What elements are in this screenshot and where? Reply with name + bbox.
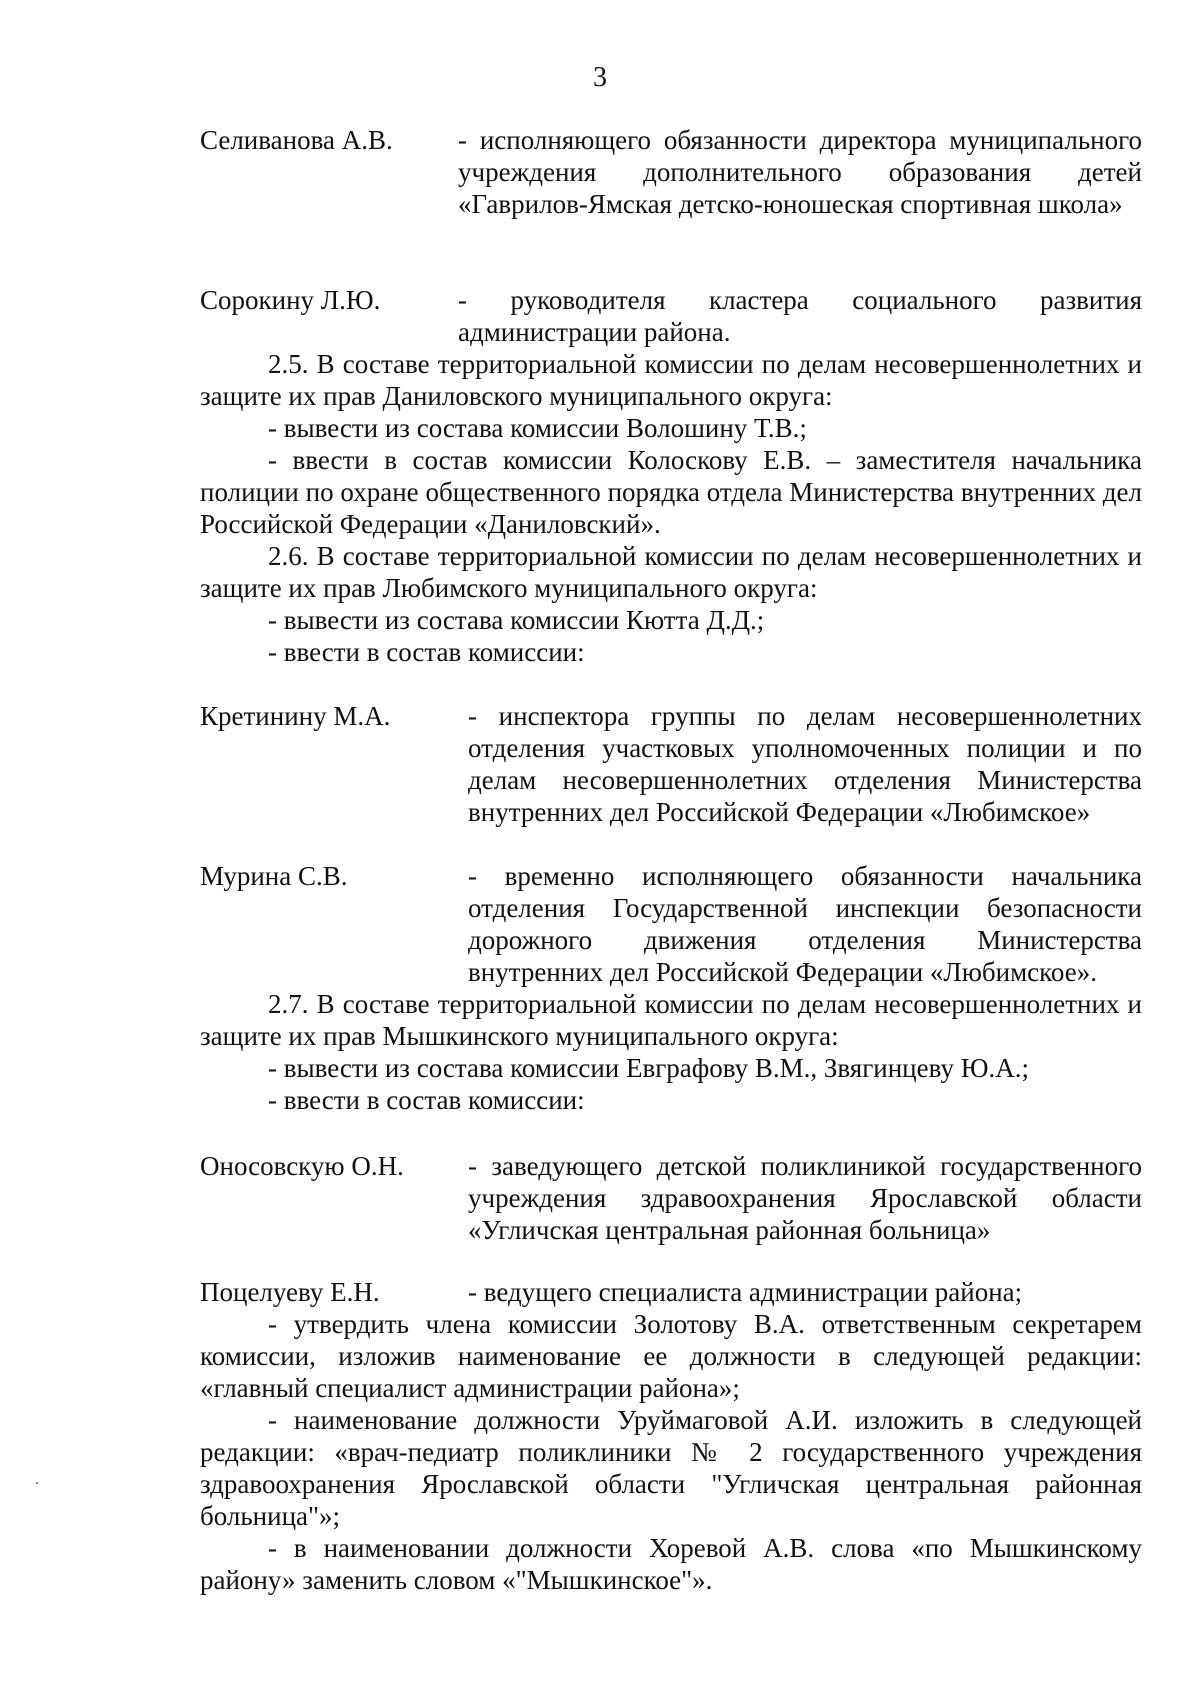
member-position: - инспектора группы по делам несовершеннолетних отделения участковых уполномоченных полиции и по делам несовершеннолетних отделения Министерства внутренних дел Российской Федерации «Любимское»: [468, 701, 1142, 827]
section-2-5-remove: - вывести из состава комиссии Волошину Т.В.;: [268, 413, 807, 443]
member-name: Оносовскую О.Н.: [200, 1151, 404, 1181]
section-2-7-add: - ввести в состав комиссии:: [268, 1085, 585, 1115]
closing-uruimagova: - наименование должности Уруймаговой А.И. изложить в следующей редакции: «врач-педиатр поликлиники № 2 государственного учреждения здравоохранения Ярославской области "Угличская центральная районная больница"»;: [200, 1405, 1142, 1531]
section-2-6-heading: 2.6. В составе территориальной комиссии по делам несовершеннолетних и защите их прав Любимского муниципального округа:: [200, 541, 1142, 603]
member-position: - заведующего детской поликлиникой государственного учреждения здравоохранения Ярославской области «Угличская центральная районная больница»: [468, 1151, 1142, 1245]
member-name: Кретинину М.А.: [200, 701, 391, 731]
section-2-7-remove: - вывести из состава комиссии Евграфову В.М., Звягинцеву Ю.А.;: [268, 1053, 1029, 1083]
member-name: Сорокину Л.Ю.: [200, 285, 381, 315]
section-2-6-add: - ввести в состав комиссии:: [268, 637, 585, 667]
member-position: - исполняющего обязанности директора муниципального учреждения дополнительного образования детей «Гаврилов-Ямская детско-юношеская спортивная школа»: [458, 125, 1142, 219]
member-name: Поцелуеву Е.Н.: [200, 1277, 380, 1307]
page-number: 3: [593, 62, 607, 93]
member-position: - временно исполняющего обязанности начальника отделения Государственной инспекции безопасности дорожного движения отделения Министерства внутренних дел Российской Федерации «Любимское».: [468, 861, 1142, 987]
scan-speck: [36, 1482, 38, 1484]
member-name: Селиванова А.В.: [200, 125, 393, 155]
section-2-7-heading: 2.7. В составе территориальной комиссии по делам несовершеннолетних и защите их прав Мышкинского муниципального округа:: [200, 989, 1142, 1051]
closing-khoreva: - в наименовании должности Хоревой А.В. слова «по Мышкинскому району» заменить словом «"Мышкинское"».: [200, 1533, 1142, 1595]
member-position: - руководителя кластера социального развития администрации района.: [458, 285, 1142, 347]
member-position: - ведущего специалиста администрации района;: [468, 1277, 1023, 1307]
section-2-5-add: - ввести в состав комиссии Колоскову Е.В. – заместителя начальника полиции по охране общественного порядка отдела Министерства внутренних дел Российской Федерации «Даниловский».: [200, 445, 1142, 539]
member-name: Мурина С.В.: [200, 861, 348, 891]
section-2-6-remove: - вывести из состава комиссии Кютта Д.Д.;: [268, 605, 765, 635]
closing-secretary: - утвердить члена комиссии Золотову В.А. ответственным секретарем комиссии, изложив наименование ее должности в следующей редакции: «главный специалист администрации района»;: [200, 1309, 1142, 1403]
section-2-5-heading: 2.5. В составе территориальной комиссии по делам несовершеннолетних и защите их прав Даниловского муниципального округа:: [200, 349, 1142, 411]
